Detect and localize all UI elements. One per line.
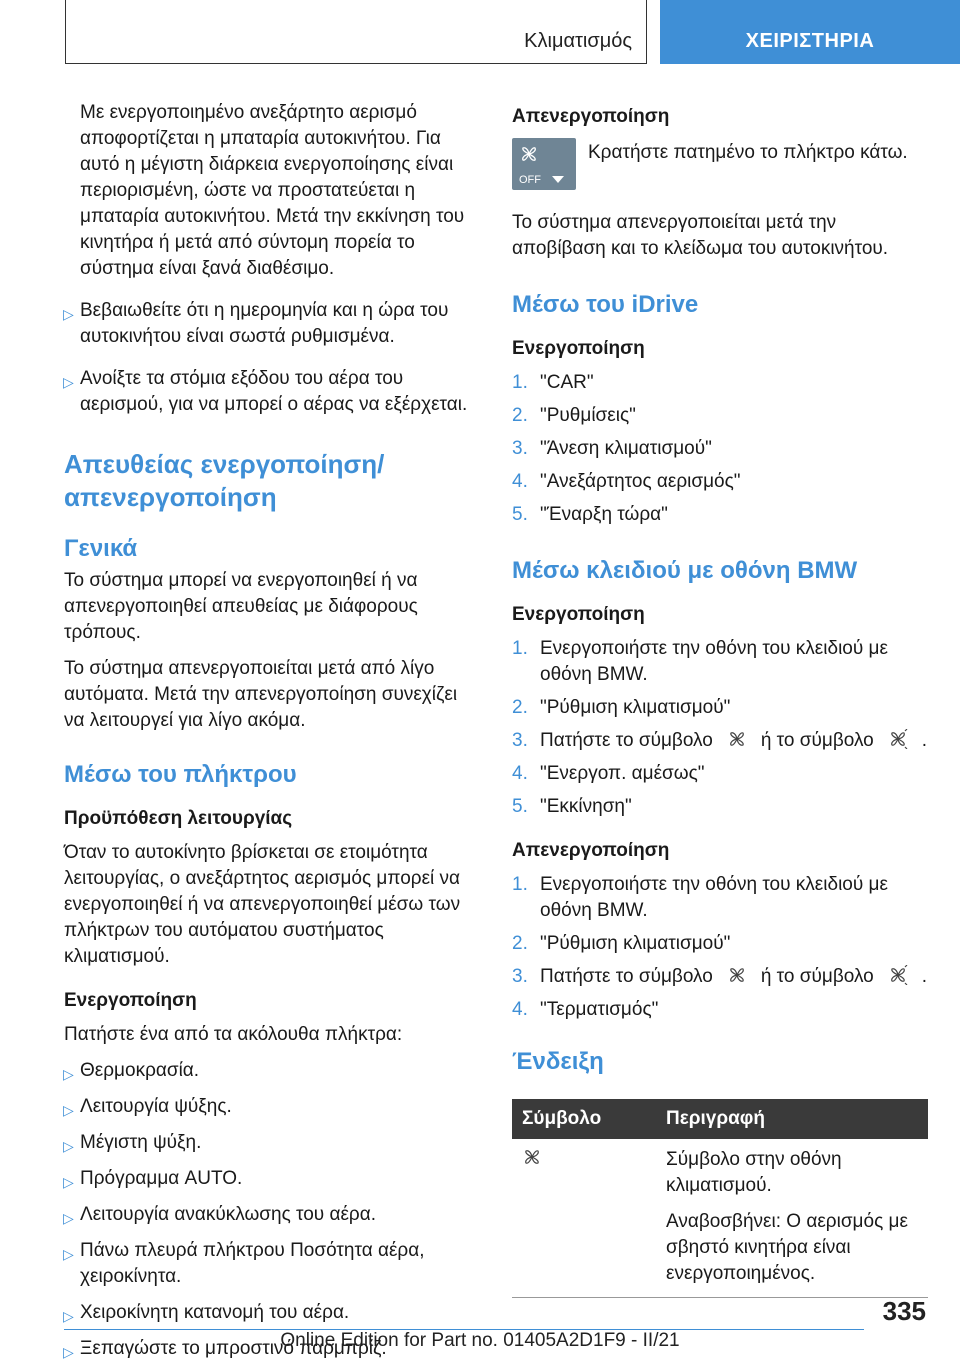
deactivation-note: Το σύστημα απενεργοποιείται μετά την αποβίβαση και το κλείδωμα του αυτοκινήτου. xyxy=(512,212,889,259)
fan-active-icon xyxy=(888,729,908,749)
subheading-key: Μέσω κλειδιού με οθόνη BMW xyxy=(512,557,858,584)
subheading-general: Γενικά xyxy=(64,535,138,562)
general-paragraph-2: Το σύστημα απενεργοποιείται μετά από λίγο αυτόματα. Μετά την απενεργοποίηση συνεχίζει να λειτουργεί για λίγο ακόμα. xyxy=(64,658,458,731)
activation-heading: Ενεργοποίηση xyxy=(64,990,197,1011)
prereq-heading: Προϋπόθεση λειτουργίας xyxy=(64,808,293,829)
fan-off-button-image xyxy=(512,138,576,190)
key-deact-step: 1. Ενεργοποιήστε την οθόνη του κλειδιού με οθόνη BMW. xyxy=(512,874,888,921)
key-item: ▷ Λειτουργία ψύξης. xyxy=(64,1094,479,1120)
triangle-bullet-icon: ▷ xyxy=(63,306,74,322)
triangle-bullet-icon: ▷ xyxy=(63,1174,74,1190)
desc-line-2: Αναβοσβήνει: Ο αερισμός με σβηστό κινητήρα είναι ενεργοποιημένος. xyxy=(666,1211,908,1284)
fan-active-icon xyxy=(888,965,908,985)
left-column xyxy=(64,100,479,1362)
key-deactivation-heading: Απενεργοποίηση xyxy=(512,840,670,861)
deactivation-heading: Απενεργοποίηση xyxy=(512,106,670,127)
key-item: ▷ Λειτουργία ανακύκλωσης του αέρα. xyxy=(64,1202,479,1228)
activation-paragraph: Πατήστε ένα από τα ακόλουθα πλήκτρα: xyxy=(64,1024,403,1045)
header-box xyxy=(65,0,647,64)
triangle-bullet-icon: ▷ xyxy=(63,1210,74,1226)
key-deact-step: 3. Πατήστε το σύμβολο ή το σύμβολο . xyxy=(512,966,928,987)
intro-paragraph: Με ενεργοποιημένο ανεξάρτητο αερισμό αποφορτίζεται η μπαταρία αυτοκινήτου. Για αυτό η μέγιστη διάρκεια ενεργοποίησης είναι περιορισμένη, ώστε να προστατεύεται η μπαταρία αυτοκινήτου. Μετά την εκκίνηση του κινητήρα ή μετά από σύντομη πορεία το σύστημα είναι ξανά διαθέσιμο. xyxy=(80,102,465,279)
idrive-step: 5. "Έναρξη τώρα" xyxy=(512,504,668,525)
key-deact-step: 4. "Τερματισμός" xyxy=(512,999,659,1020)
section-tab xyxy=(660,0,960,64)
subheading-button: Μέσω του πλήκτρου xyxy=(64,761,297,788)
triangle-bullet-icon: ▷ xyxy=(63,1308,74,1324)
symbol-cell xyxy=(512,1139,656,1298)
right-column xyxy=(512,104,927,1298)
col-symbol-header: Σύμβολο xyxy=(512,1099,656,1139)
section-heading: Απευθείας ενεργοποίηση/ απενεργοποίηση xyxy=(64,449,385,512)
check-item: ▷ Ανοίξτε τα στόμια εξόδου του αέρα του αερισμού, για να μπορεί ο αέρας να εξέρχεται. xyxy=(63,368,468,415)
key-item: ▷ Πάνω πλευρά πλήκτρου Ποσότητα αέρα, χειροκίνητα. xyxy=(63,1240,425,1287)
col-description-header: Περιγραφή xyxy=(656,1099,928,1139)
idrive-step: 3. "Άνεση κλιματισμού" xyxy=(512,438,712,459)
symbol-table xyxy=(512,1099,928,1298)
key-item: ▷ Μέγιστη ψύξη. xyxy=(64,1130,479,1156)
idrive-activation-heading: Ενεργοποίηση xyxy=(512,338,645,359)
idrive-step: 4. "Ανεξάρτητος αερισμός" xyxy=(512,471,741,492)
key-activation-heading: Ενεργοποίηση xyxy=(512,604,645,625)
triangle-bullet-icon: ▷ xyxy=(63,374,74,390)
triangle-bullet-icon: ▷ xyxy=(63,1344,74,1360)
key-deact-step: 2. "Ρύθμιση κλιματισμού" xyxy=(512,933,731,954)
triangle-bullet-icon: ▷ xyxy=(63,1138,74,1154)
prereq-paragraph: Όταν το αυτοκίνητο βρίσκεται σε ετοιμότητα λειτουργίας, ο ανεξάρτητος αερισμός μπορεί να ενεργοποιηθεί ή να απενεργοποιηθεί μέσω των πλήκτρων του αυτόματου συστήματος κλιματισμού. xyxy=(64,842,461,967)
page-number: 335 xyxy=(882,1296,926,1326)
section-tab-label: ΧΕΙΡΙΣΤΗΡΙΑ xyxy=(745,30,875,52)
key-item: ▷ Χειροκίνητη κατανομή του αέρα. xyxy=(64,1300,479,1326)
key-step: 1. Ενεργοποιήστε την οθόνη του κλειδιού με οθόνη BMW. xyxy=(512,638,888,685)
deactivation-text: Κρατήστε πατημένο το πλήκτρο κάτω. xyxy=(588,142,908,163)
key-item: ▷ Θερμοκρασία. xyxy=(64,1058,479,1084)
subheading-indicator: Ένδειξη xyxy=(512,1048,604,1075)
check-item: ▷ Βεβαιωθείτε ότι η ημερομηνία και η ώρα του αυτοκινήτου είναι σωστά ρυθμισμένα. xyxy=(63,300,449,347)
description-cell xyxy=(656,1139,928,1298)
chapter-title: Κλιματισμός xyxy=(524,30,632,52)
fan-outline-icon xyxy=(727,729,747,749)
triangle-bullet-icon: ▷ xyxy=(63,1066,74,1082)
key-step: 2. "Ρύθμιση κλιματισμού" xyxy=(512,697,731,718)
key-step: 4. "Ενεργοπ. αμέσως" xyxy=(512,763,705,784)
key-step: 5. "Εκκίνηση" xyxy=(512,796,632,817)
footer-edition: Online Edition for Part no. 01405A2D1F9 - II/21 xyxy=(280,1330,680,1351)
key-item: ▷ Ξεπαγώστε το μπροστινό παρμπρίζ. xyxy=(64,1336,479,1362)
fan-outline-icon xyxy=(727,965,747,985)
fan-symbol-icon xyxy=(522,1147,542,1167)
idrive-step: 1. "CAR" xyxy=(512,372,594,393)
triangle-bullet-icon: ▷ xyxy=(63,1102,74,1118)
desc-line-1: Σύμβολο στην οθόνη κλιματισμού. xyxy=(666,1149,842,1196)
idrive-step: 2. "Ρυθμίσεις" xyxy=(512,405,636,426)
triangle-bullet-icon: ▷ xyxy=(63,1246,74,1262)
general-paragraph-1: Το σύστημα μπορεί να ενεργοποιηθεί ή να απενεργοποιηθεί απευθείας με διάφορους τρόπους. xyxy=(64,570,418,643)
key-step: 3. Πατήστε το σύμβολο ή το σύμβολο . xyxy=(512,730,928,751)
fan-off-icon xyxy=(512,138,576,190)
subheading-idrive: Μέσω του iDrive xyxy=(512,291,699,318)
off-label: OFF xyxy=(519,174,541,186)
key-item: ▷ Πρόγραμμα AUTO. xyxy=(64,1166,479,1192)
